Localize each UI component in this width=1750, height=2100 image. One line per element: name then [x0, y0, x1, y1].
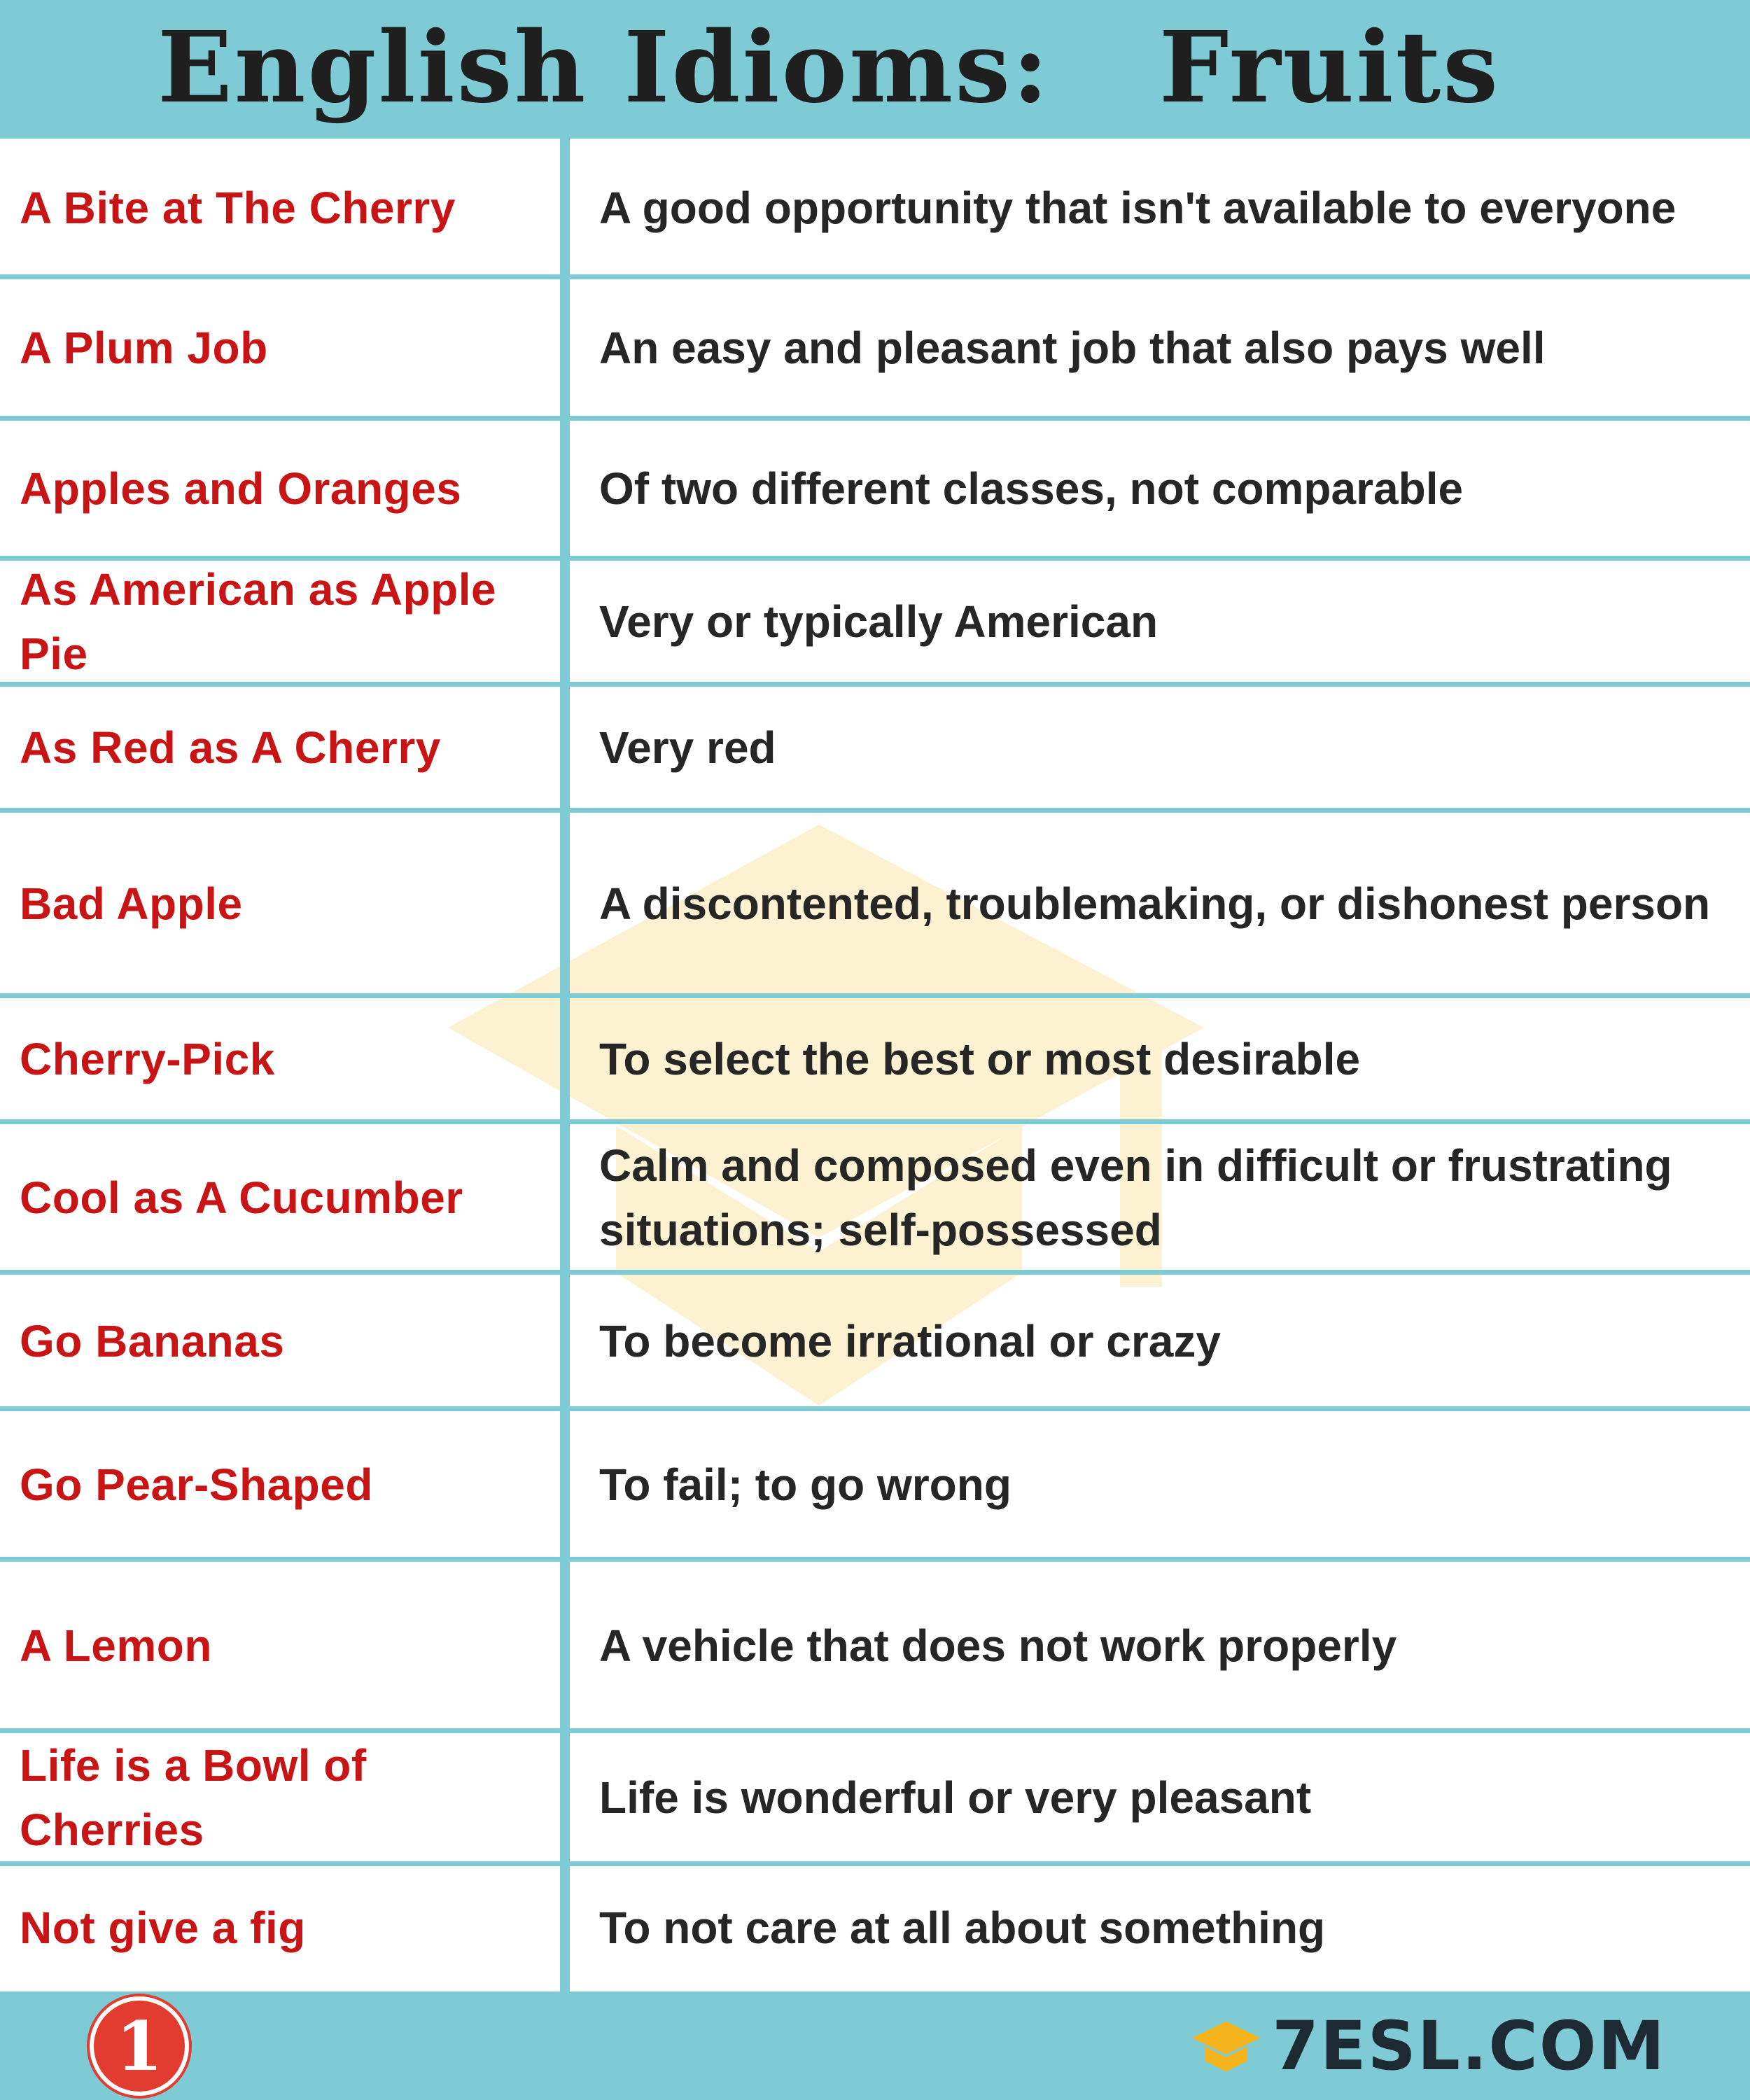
idiom-meaning: Life is wonderful or very pleasant — [599, 1772, 1312, 1823]
idiom-term: Go Bananas — [20, 1315, 285, 1366]
idiom-meaning: To not care at all about something — [599, 1903, 1326, 1953]
idiom-term: A Plum Job — [20, 323, 268, 373]
idiom-term: Go Pear-Shaped — [20, 1459, 373, 1510]
idiom-term: Apples and Oranges — [20, 463, 462, 514]
idiom-term: Cherry-Pick — [20, 1034, 275, 1084]
idiom-meaning: To select the best or most desirable — [599, 1034, 1361, 1084]
idiom-meaning: A vehicle that does not work properly — [599, 1620, 1397, 1671]
idiom-meaning: To fail; to go wrong — [599, 1459, 1011, 1510]
idiom-term: Bad Apple — [20, 878, 243, 929]
idiom-term: Cool as A Cucumber — [20, 1172, 463, 1223]
idiom-meaning: Very or typically American — [599, 596, 1158, 647]
idiom-term: A Bite at The Cherry — [20, 183, 456, 233]
table-row — [0, 277, 1750, 419]
graduation-cap-icon — [1190, 2008, 1262, 2085]
idiom-meaning: A good opportunity that isn't available to everyone — [599, 183, 1676, 233]
idiom-meaning: A discontented, troublemaking, or dishonest person — [599, 878, 1711, 929]
idiom-term: Not give a fig — [20, 1903, 306, 1953]
table-row — [0, 139, 1750, 277]
idiom-term: A Lemon — [20, 1620, 212, 1671]
table-row — [0, 559, 1750, 685]
table-row — [0, 685, 1750, 811]
idiom-meaning: Calm and composed even in difficult or frustrating situations; self-possessed — [599, 1140, 1672, 1255]
table-row — [0, 811, 1750, 996]
table-row — [0, 996, 1750, 1122]
column-divider — [560, 139, 570, 1991]
table-row — [0, 1560, 1750, 1731]
table-row — [0, 1409, 1750, 1560]
page-number-badge: 1 — [90, 1996, 189, 2096]
idiom-term: As Red as A Cherry — [20, 722, 441, 773]
table-row — [0, 1122, 1750, 1273]
header-band — [0, 0, 1750, 139]
logo-text: 7ESL.COM — [1272, 2007, 1666, 2085]
page-title: English Idioms: Fruits — [158, 10, 1501, 125]
idiom-meaning: Very red — [599, 722, 776, 773]
idiom-meaning: To become irrational or crazy — [599, 1315, 1221, 1366]
table-row — [0, 1864, 1750, 1991]
idiom-term: Life is a Bowl of Cherries — [20, 1740, 367, 1855]
table-row — [0, 1731, 1750, 1864]
idiom-table — [0, 139, 1750, 1991]
idiom-meaning: An easy and pleasant job that also pays well — [599, 323, 1546, 373]
idiom-meaning: Of two different classes, not comparable — [599, 463, 1464, 514]
site-logo[interactable] — [1190, 2001, 1666, 2092]
table-row — [0, 419, 1750, 559]
table-row — [0, 1273, 1750, 1409]
idiom-term: As American as Apple Pie — [20, 564, 497, 679]
